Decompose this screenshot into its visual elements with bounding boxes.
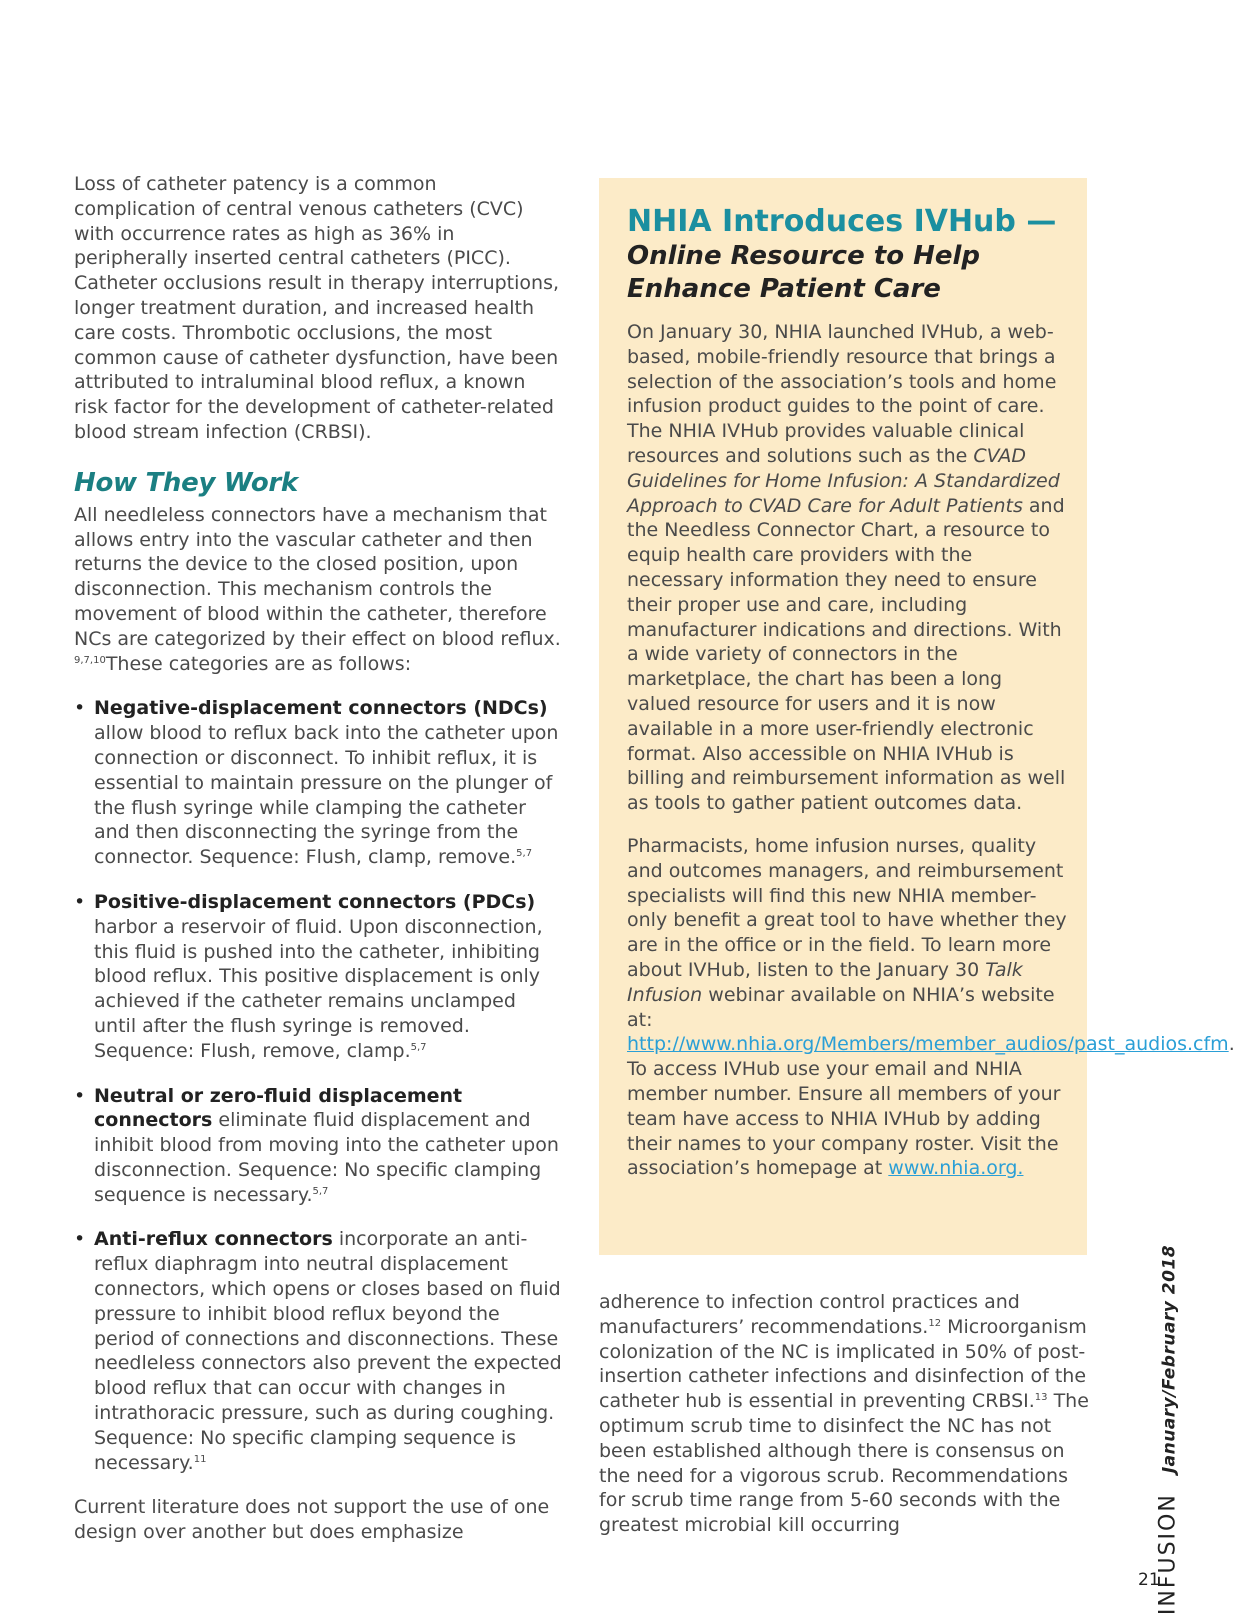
- list-item-term: Positive-displacement connectors (PDCs): [94, 890, 536, 913]
- list-item-text: incorporate an anti-reflux diaphragm into neutral displacement connectors, which opens or closes based on fluid pressure to inhibit blood reflux beyond the period of connections and disconnections. These needleless connectors also prevent the expected blood reflux that can occur with changes in intrathoracic pressure, such as during coughing. Sequence: No specific clamping sequence is necessary.: [94, 1228, 562, 1474]
- sidebar-text: webinar available on NHIA’s website at:: [627, 983, 1055, 1031]
- list-item-term: Anti-reflux connectors: [94, 1228, 333, 1251]
- guidelines-title: CVAD Guidelines for Home Infusion: A Standardized Approach to CVAD Care for Adult Patients: [627, 444, 1060, 517]
- bullet-icon: •: [74, 1084, 86, 1107]
- sidebar-paragraph: [627, 320, 1067, 816]
- connector-list: [74, 696, 564, 1475]
- webinar-title: Talk Infusion: [627, 958, 1023, 1006]
- list-item-text: eliminate fluid displacement and inhibit blood from moving into the catheter upon disconnection. Sequence: No specific clamping sequence is necessary.: [94, 1109, 559, 1206]
- webinar-link[interactable]: http://www.nhia.org/Members/member_audios/past_audios.cfm: [627, 1033, 1229, 1056]
- reference-superscript: 9,7,10: [74, 654, 106, 666]
- right-paragraph: [599, 1290, 1089, 1538]
- bullet-icon: •: [74, 697, 86, 720]
- reference-superscript: 11: [193, 1453, 207, 1465]
- reference-superscript: 12: [928, 1317, 942, 1329]
- sidebar-subtitle: Online Resource to Help Enhance Patient Care: [627, 241, 981, 304]
- bullet-icon: •: [74, 1228, 86, 1251]
- left-column: [74, 172, 564, 1545]
- bullet-icon: •: [74, 890, 86, 913]
- page-number: 21: [1138, 1570, 1160, 1590]
- reference-superscript: 5,7: [410, 1041, 427, 1053]
- list-item: [74, 1227, 564, 1475]
- mechanism-text: All needleless connectors have a mechanism that allows entry into the vascular catheter and then returns the device to the closed position, upon disconnection. This mechanism controls the movement of blood within the catheter, therefore NCs are categorized by their effect on blood reflux.: [74, 503, 561, 650]
- sidebar-text: Pharmacists, home infusion nurses, quality and outcomes managers, and reimbursement specialists will find this new NHIA member-only benefit a great tool to have whether they are in the office or in the field. To learn more about IVHub, listen to the January 30: [627, 834, 1067, 981]
- ivhub-sidebar: [599, 178, 1235, 1255]
- section-heading: How They Work: [74, 467, 298, 498]
- list-item-term: Negative-displacement connectors (NDCs): [94, 697, 548, 720]
- sidebar-title: NHIA Introduces IVHub —: [627, 204, 1057, 239]
- intro-paragraph: Loss of catheter patency is a common complication of central venous catheters (CVC) with occurrence rates as high as 36% in peripherally inserted central catheters (PICC). Catheter occlusions result in therapy interruptions, longer treatment duration, and increased health care costs. Thrombotic occlusions, the most common cause of catheter dysfunction, have been attributed to intraluminal blood reflux, a known risk factor for the development of catheter-related blood stream infection (CRBSI).: [74, 173, 560, 443]
- sidebar-text: . To access IVHub use your email and NHIA member number. Ensure all members of your team have access to NHIA IVHub by adding their names to your company roster. Visit the association’s homepage at: [627, 1033, 1235, 1180]
- mechanism-paragraph: [74, 503, 564, 677]
- sidebar-paragraph: [627, 834, 1235, 1181]
- list-item-text: allow blood to reflux back into the catheter upon connection or disconnect. To inhibit reflux, it is essential to maintain pressure on the plunger of the flush syringe while clamping the catheter and then disconnecting the syringe from the connector. Sequence: Flush, clamp, remove.: [94, 722, 559, 869]
- reference-superscript: 13: [1034, 1392, 1048, 1404]
- list-item: [74, 1084, 564, 1208]
- right-column: [599, 1290, 1089, 1538]
- list-item: [74, 696, 564, 870]
- list-item: [74, 890, 564, 1064]
- magazine-logo: INFUSION: [1155, 1493, 1181, 1615]
- sidebar-text: and the Needless Connector Chart, a resource to equip health care providers with the necessary information they need to ensure their proper use and care, including manufacturer indications and directions. With a wide variety of connectors in the marketplace, the chart has been a long valued resource for users and it is now available in a more user-friendly electronic format. Also accessible on NHIA IVHub is billing and reimbursement information as well as tools to gather patient outcomes data.: [627, 494, 1066, 815]
- magazine-masthead: [1156, 1245, 1181, 1615]
- list-item-text: harbor a reservoir of fluid. Upon disconnection, this fluid is pushed into the catheter, inhibiting blood reflux. This positive displacement is only achieved if the catheter remains unclamped until after the flush syringe is removed. Sequence: Flush, remove, clamp.: [94, 915, 543, 1062]
- issue-date: January/February 2018: [1159, 1244, 1180, 1474]
- reference-superscript: 5,7: [516, 848, 533, 860]
- sidebar-text: On January 30, NHIA launched IVHub, a web-based, mobile-friendly resource that brings a selection of the association’s tools and home infusion product guides to the point of care. The NHIA IVHub provides valuable clinical resources and solutions such as the: [627, 321, 1057, 467]
- list-item-term: Neutral or zero-fluid displacement connectors: [94, 1084, 463, 1132]
- right-text: adherence to infection control practices and manufacturers’ recommendations.: [599, 1291, 1020, 1338]
- closing-paragraph: Current literature does not support the use of one design over another but does emphasize: [74, 1496, 550, 1544]
- homepage-link[interactable]: www.nhia.org.: [888, 1157, 1024, 1180]
- right-text: Microorganism colonization of the NC is implicated in 50% of post-insertion catheter infections and disinfection of the catheter hub is essential in preventing CRBSI.: [599, 1315, 1087, 1413]
- reference-superscript: 5,7: [312, 1185, 329, 1197]
- mechanism-tail: These categories are as follows:: [105, 652, 412, 675]
- right-text: The optimum scrub time to disinfect the NC has not been established although there is consensus on the need for a vigorous scrub. Recommendations for scrub time range from 5-60 seconds with the greatest microbial kill occurring: [599, 1390, 1089, 1537]
